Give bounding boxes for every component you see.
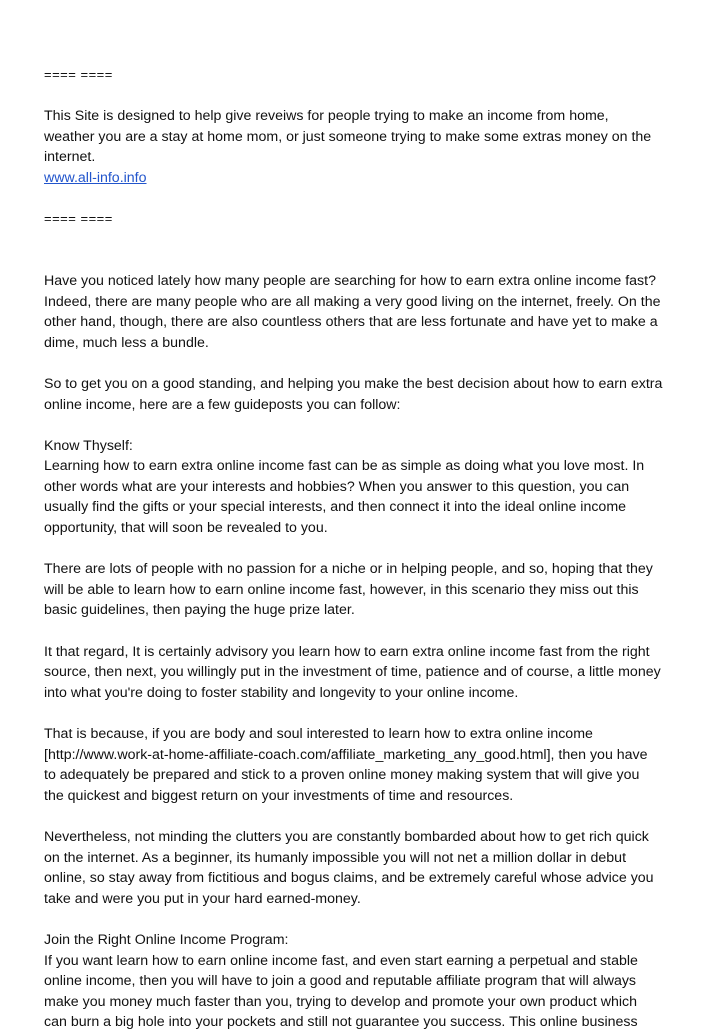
paragraph-line: usually find the gifts or your special interests, and then connect it into the ideal online income bbox=[44, 499, 627, 516]
paragraph-line: will be able to learn how to earn online income fast, however, in this scenario they miss out this bbox=[44, 581, 639, 598]
paragraph-line: There are lots of people with no passion for a niche or in helping people, and so, hoping that they bbox=[44, 561, 653, 578]
article-body bbox=[44, 271, 694, 1033]
paragraph-line: make you money much faster than you, trying to develop and promote your own product which bbox=[44, 993, 638, 1010]
article-paragraph bbox=[44, 642, 694, 704]
paragraph-line: Nevertheless, not minding the clutters you are constantly bombarded about how to get rich quick bbox=[44, 828, 649, 845]
paragraph-line: If you want learn how to earn online income fast, and even start earning a perpetual and stable bbox=[44, 952, 638, 969]
paragraph-line: Indeed, there are many people who are all making a very good living on the internet, freely. On the bbox=[44, 293, 661, 310]
paragraph-line: opportunity, that will soon be revealed to you. bbox=[44, 520, 328, 537]
paragraph-line: [http://www.work-at-home-affiliate-coach.com/affiliate_marketing_any_good.html], then you have bbox=[44, 746, 648, 763]
paragraph-line: basic guidelines, then paying the huge prize later. bbox=[44, 602, 355, 619]
intro-line: weather you are a stay at home mom, or just someone trying to make some extras money on the bbox=[44, 128, 652, 145]
paragraph-line: the quickest and biggest return on your investments of time and resources. bbox=[44, 787, 514, 804]
paragraph-line: online, so stay away from fictitious and bogus claims, and be extremely careful whose advice you bbox=[44, 870, 654, 887]
paragraph-line: can burn a big hole into your pockets and still not guarantee you success. This online business bbox=[44, 1014, 638, 1031]
article-paragraph bbox=[44, 827, 694, 909]
site-link[interactable]: www.all-info.info bbox=[44, 169, 147, 186]
paragraph-line: Know Thyself: bbox=[44, 437, 133, 454]
paragraph-line: source, then next, you willingly put in the investment of time, patience and of course, a little money bbox=[44, 664, 661, 681]
paragraph-line: into what you're doing to foster stability and longevity to your online income. bbox=[44, 684, 519, 701]
paragraph-line: It that regard, It is certainly advisory you learn how to earn extra online income fast from the right bbox=[44, 643, 650, 660]
paragraph-line: on the internet. As a beginner, its humanly impossible you will not net a million dollar in debut bbox=[44, 849, 627, 866]
article-paragraph bbox=[44, 559, 694, 621]
paragraph-line: Join the Right Online Income Program: bbox=[44, 931, 289, 948]
article-paragraph bbox=[44, 374, 694, 415]
intro-line: This Site is designed to help give reveiws for people trying to make an income from home, bbox=[44, 108, 609, 125]
separator-top: ==== ==== bbox=[44, 67, 113, 82]
paragraph-line: That is because, if you are body and soul interested to learn how to extra online income bbox=[44, 726, 593, 742]
paragraph-line: take and were you put in your hard earned-money. bbox=[44, 890, 361, 907]
paragraph-line: other words what are your interests and hobbies? When you answer to this question, you can bbox=[44, 478, 630, 495]
article-paragraph bbox=[44, 436, 694, 539]
article-paragraph bbox=[44, 271, 694, 353]
paragraph-line: dime, much less a bundle. bbox=[44, 334, 209, 351]
intro-line: internet. bbox=[44, 149, 96, 166]
document-page bbox=[44, 65, 694, 1033]
paragraph-line: online income, here are a few guideposts you can follow: bbox=[44, 396, 401, 413]
paragraph-line: Have you noticed lately how many people are searching for how to earn extra online income fast? bbox=[44, 272, 656, 289]
paragraph-line: other hand, though, there are also countless others that are less fortunate and have yet to make a bbox=[44, 314, 658, 331]
article-paragraph bbox=[44, 724, 694, 806]
paragraph-line: to adequately be prepared and stick to a proven online money making system that will give you bbox=[44, 767, 640, 784]
intro-block bbox=[44, 106, 694, 188]
paragraph-line: So to get you on a good standing, and helping you make the best decision about how to earn extra bbox=[44, 375, 663, 392]
paragraph-line: online income, then you will have to join a good and reputable affiliate program that will always bbox=[44, 973, 637, 990]
article-paragraph bbox=[44, 930, 694, 1033]
paragraph-line: Learning how to earn extra online income fast can be as simple as doing what you love most. In bbox=[44, 458, 645, 475]
separator-bottom: ==== ==== bbox=[44, 211, 113, 227]
